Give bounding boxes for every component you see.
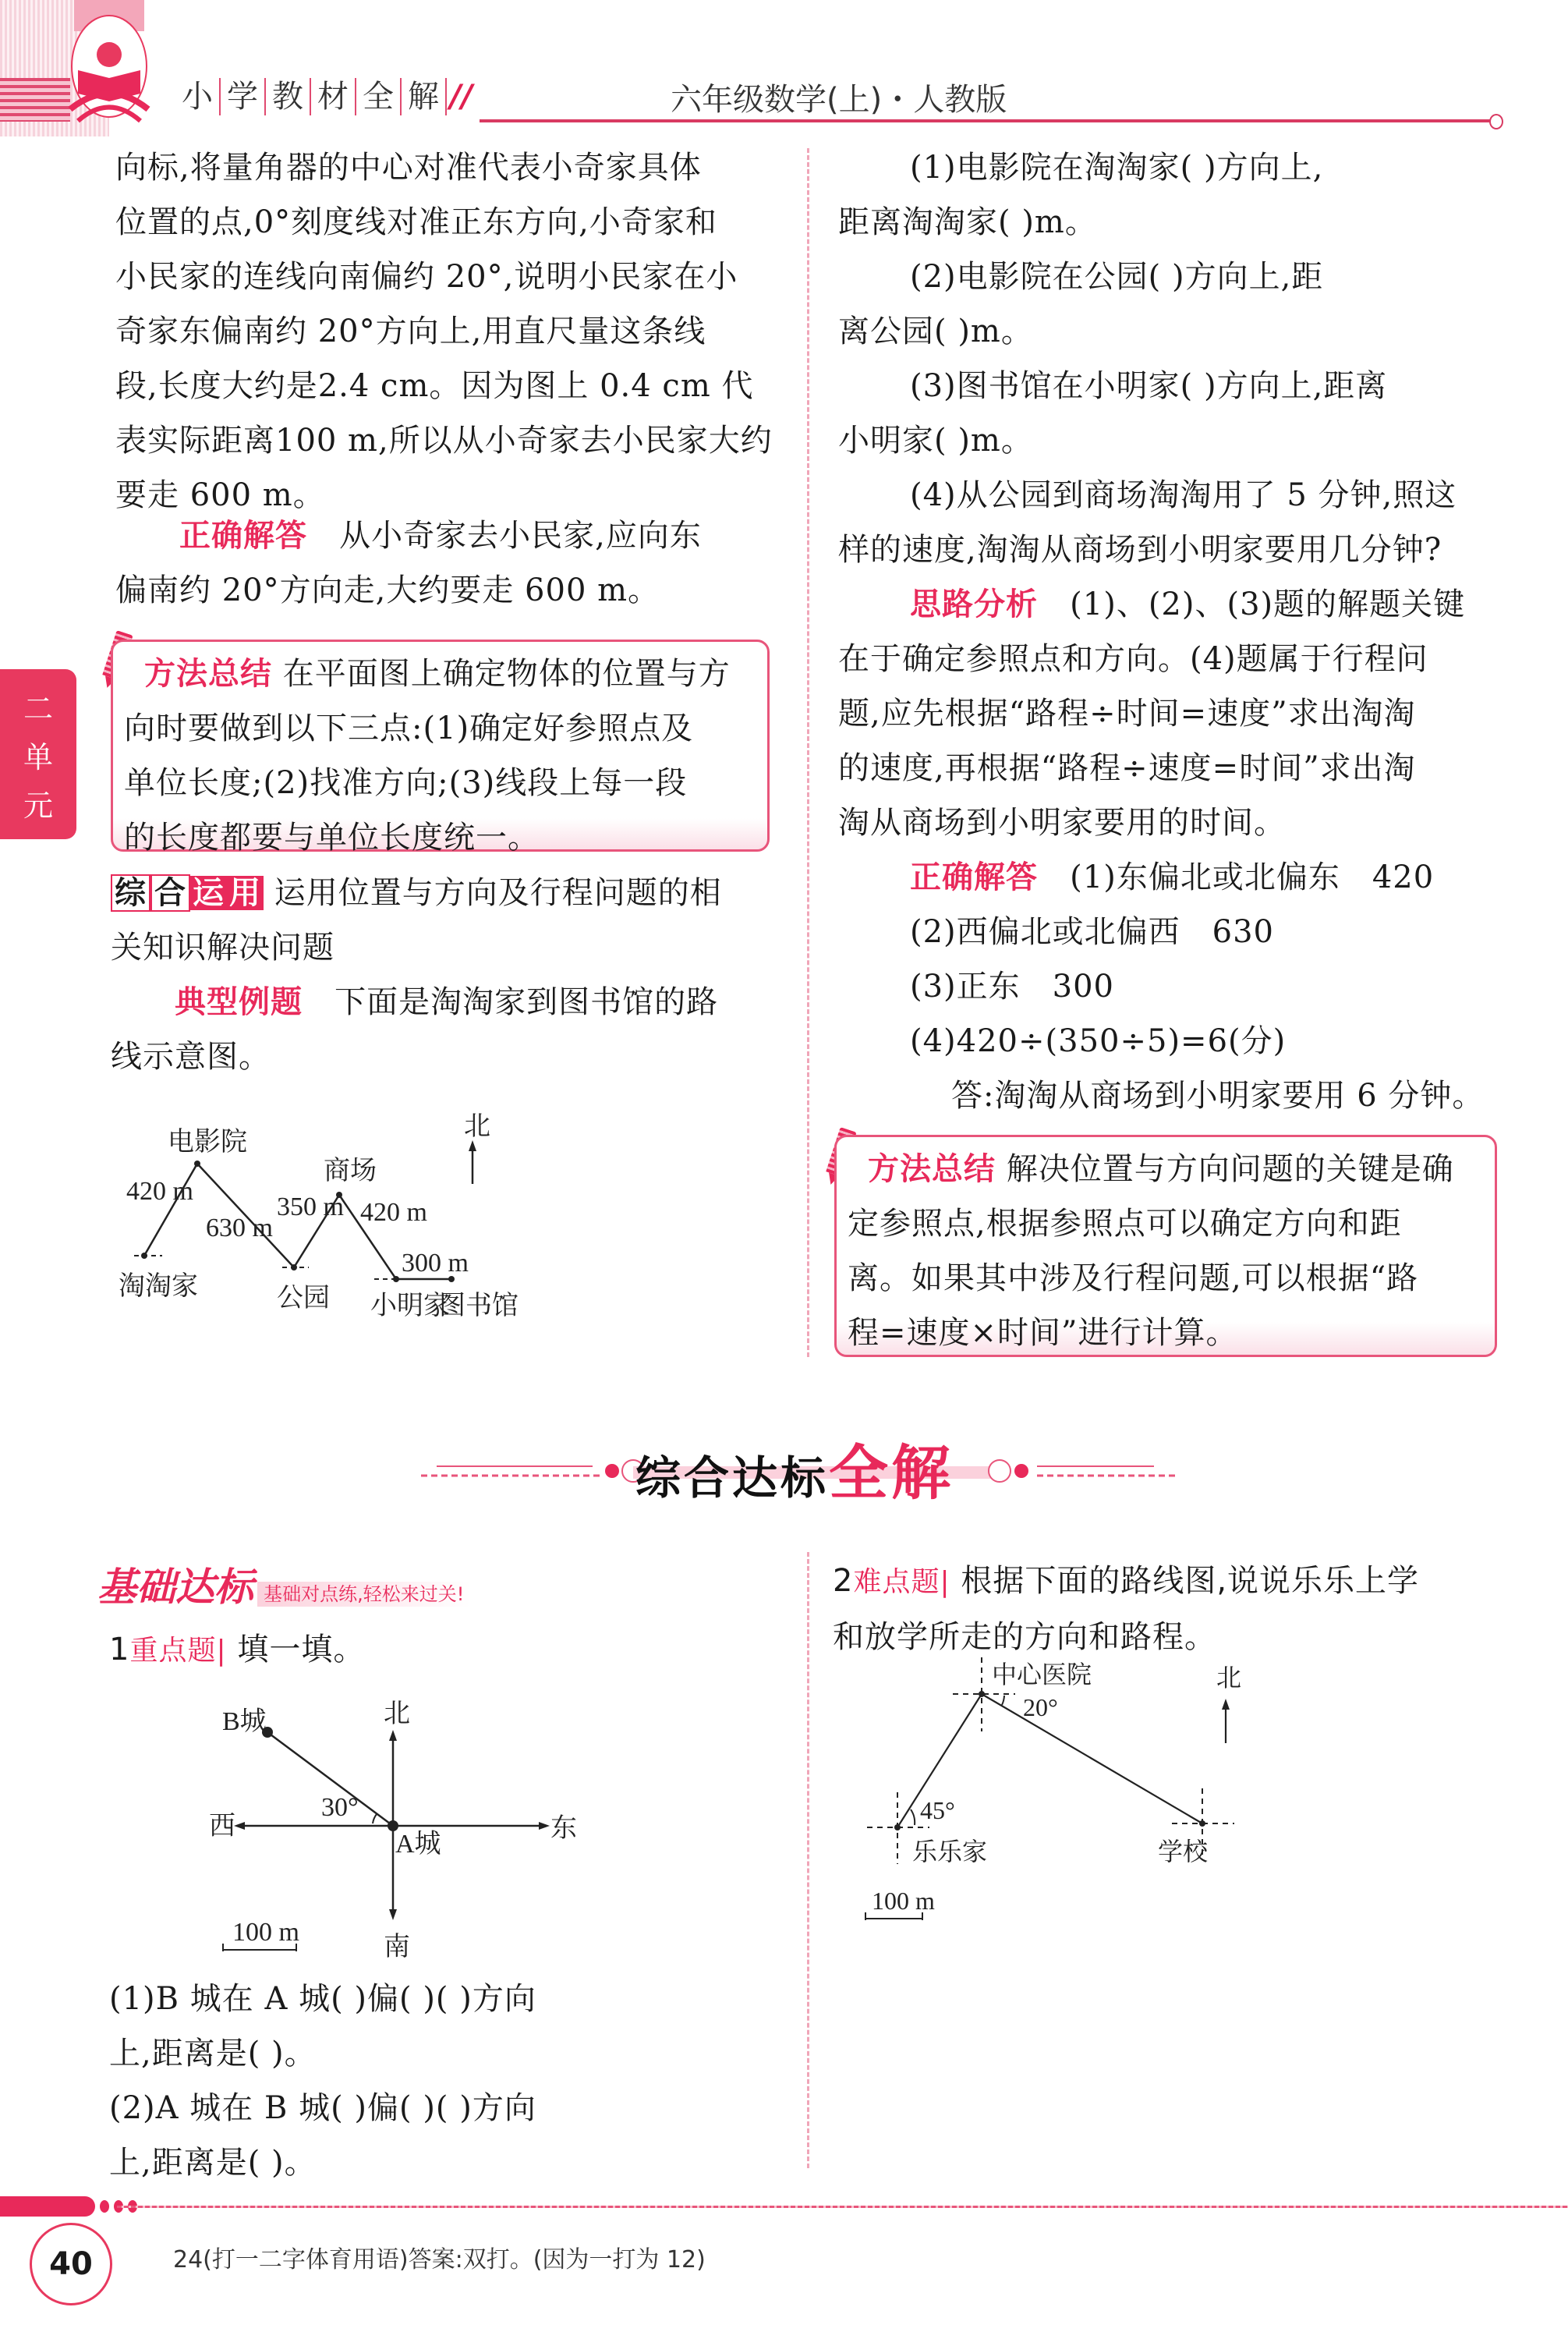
point-b-label: B城 — [222, 1707, 267, 1736]
place-dot — [291, 1264, 297, 1271]
question-line: 距离淘淘家( )m。 — [838, 204, 1097, 240]
header-stripes — [0, 78, 70, 122]
text-line: 定参照点,根据参照点可以确定方向和距 — [848, 1206, 1402, 1242]
question-line: (4)从公园到商场淘淘用了 5 分钟,照这 — [910, 477, 1457, 513]
series-char: 解 — [402, 78, 447, 115]
angle-label: 45° — [920, 1796, 955, 1824]
series-char: 学 — [221, 78, 266, 115]
distance-label: 420 m — [360, 1198, 427, 1227]
west-label: 西 — [209, 1812, 235, 1841]
correct-answer-block — [115, 509, 774, 618]
unit-tab-char: 元 — [23, 788, 53, 823]
text-line: 运用位置与方向及行程问题的相 — [274, 875, 722, 911]
question-line: 离公园( )m。 — [838, 314, 1033, 349]
text-line: 淘从商场到小明家要用的时间。 — [838, 805, 1286, 841]
text-line: 单位长度;(2)找准方向;(3)线段上每一段 — [124, 765, 688, 801]
tag-char: 综 — [111, 874, 150, 912]
question-1-heading: 1重点题| 填一填。 — [109, 1632, 366, 1667]
place-dot — [894, 1824, 901, 1830]
scale-label: 100 m — [872, 1887, 935, 1915]
question-2-heading: 2难点题| 根据下面的路线图,说说乐乐上学 和放学所走的方向和路程。 — [833, 1554, 1519, 1664]
distance-label: 420 m — [126, 1177, 193, 1206]
page-number: 40 — [30, 2223, 112, 2305]
series-char: 全 — [356, 78, 402, 115]
question-text: 根据下面的路线图,说说乐乐上学 — [961, 1563, 1420, 1599]
place-label: 电影院 — [168, 1128, 247, 1157]
angle-arc — [373, 1814, 377, 1823]
answer-line: (3)正东 300 — [910, 969, 1115, 1005]
text-line: 的速度,再根据“路程÷速度=时间”求出淘 — [838, 750, 1416, 786]
north-label: 北 — [1216, 1664, 1242, 1692]
text-line: 向标,将量角器的中心对准代表小奇家具体 — [115, 150, 702, 186]
scale-label: 100 m — [232, 1918, 299, 1947]
text-line: 的长度都要与单位长度统一。 — [124, 820, 540, 856]
text-line: 段,长度大约是2.4 cm。因为图上 0.4 cm 代 — [115, 368, 754, 404]
distance-label: 630 m — [206, 1214, 273, 1242]
book-reader-logo-icon — [66, 0, 152, 125]
question-text: 填一填。 — [237, 1632, 366, 1667]
text-line: 小民家的连线向南偏约 20°,说明小民家在小 — [115, 259, 738, 295]
text-line: 位置的点,0°刻度线对准正东方向,小奇家和 — [115, 204, 717, 240]
book-title: 六年级数学(上)・人教版 — [671, 82, 1007, 118]
west-arrow-icon — [234, 1822, 245, 1830]
application-section — [111, 866, 770, 1084]
east-arrow-icon — [539, 1822, 550, 1830]
method-summary-box — [111, 640, 770, 856]
text-line: 下面是淘淘家到图书馆的路 — [334, 984, 719, 1020]
question-line: (1)B 城在 A 城( )偏( )( )方向 — [109, 1981, 536, 2017]
question-number: 2 — [833, 1563, 854, 1599]
unit-tab-char: 单 — [23, 739, 53, 774]
north-arrow-icon — [469, 1140, 476, 1151]
place-label: 中心医院 — [992, 1660, 1092, 1689]
east-label: 东 — [550, 1814, 577, 1843]
question-line: (2)A 城在 B 城( )偏( )( )方向 — [109, 2090, 536, 2126]
question-tag: 重点题 — [129, 1635, 217, 1667]
place-label: 公园 — [277, 1284, 330, 1313]
text-line: 题,应先根据“路程÷时间=速度”求出淘淘 — [838, 696, 1416, 732]
basic-banner — [97, 1556, 596, 1610]
question-text: 和放学所走的方向和路程。 — [833, 1619, 1216, 1655]
place-dot — [194, 1161, 200, 1167]
text-line: 向时要做到以下三点:(1)确定好参照点及 — [124, 711, 694, 746]
place-dot — [393, 1276, 399, 1282]
place-label: 学校 — [1158, 1838, 1209, 1866]
question-line: 上,距离是( )。 — [109, 2036, 317, 2071]
point-a-label: A城 — [395, 1830, 441, 1859]
text-line: 在平面图上确定物体的位置与方 — [282, 656, 731, 692]
angle-label: 20° — [1023, 1693, 1058, 1721]
method-label: 方法总结 — [868, 1151, 996, 1187]
text-line: 表实际距离100 m,所以从小奇家去小民家大约 — [115, 423, 773, 459]
angle-label: 30° — [321, 1793, 359, 1822]
text-line: 要走 600 m。 — [115, 477, 325, 513]
header-rule-end — [1489, 114, 1503, 129]
question-line: 小明家( )m。 — [838, 423, 1033, 459]
questions-block — [838, 140, 1501, 1123]
footer-dots — [100, 2200, 142, 2216]
answer-line: (2)西偏北或北偏西 630 — [910, 914, 1275, 950]
answer-label: 正确解答 — [910, 859, 1038, 895]
north-arrow-icon — [389, 1730, 397, 1741]
series-char: 材 — [311, 78, 356, 115]
column-divider — [807, 1552, 809, 2168]
unit-tab — [0, 669, 76, 839]
tag-char: 用 — [227, 876, 264, 910]
footer-riddle-note: 24(打一二字体育用语)答案:双打。(因为一打为 12) — [173, 2246, 706, 2273]
series-title — [175, 78, 479, 115]
text-line: 奇家东偏南约 20°方向上,用直尺量这条线 — [115, 314, 706, 349]
question-line: 样的速度,淘淘从商场到小明家要用几分钟? — [838, 532, 1442, 568]
school-route-diagram — [858, 1653, 1497, 1934]
angle-arc — [911, 1809, 915, 1825]
series-char: 小 — [175, 78, 221, 115]
angle-arc — [1002, 1696, 1004, 1705]
answer-label: 正确解答 — [179, 518, 307, 554]
explanation-paragraph — [115, 140, 774, 523]
analysis-label: 思路分析 — [910, 587, 1038, 622]
south-label: 南 — [384, 1933, 410, 1962]
slash-decoration: // — [450, 79, 473, 115]
answer-line: (4)420÷(350÷5)=6(分) — [910, 1023, 1287, 1059]
place-dot — [979, 1691, 985, 1697]
question-line: 上,距离是( )。 — [109, 2145, 317, 2181]
distance-label: 300 m — [402, 1249, 469, 1278]
footer-rule — [117, 2206, 1568, 2208]
text-line: (1)、(2)、(3)题的解题关键 — [1070, 587, 1466, 622]
banner-title: 基础达标 — [97, 1565, 253, 1610]
question-number: 1 — [109, 1632, 130, 1667]
question-1-blanks — [109, 1972, 795, 2190]
text-line: 在于确定参照点和方向。(4)题属于行程问 — [838, 641, 1428, 677]
route-diagram — [109, 1092, 795, 1349]
tag-char: 运 — [190, 876, 227, 910]
route-segment — [982, 1694, 1202, 1823]
section-title-highlight: 全解 — [829, 1438, 954, 1508]
section-title — [635, 1426, 954, 1511]
method-summary-box — [834, 1135, 1497, 1357]
header-rule — [480, 119, 1493, 122]
text-line: 偏南约 20°方向走,大约要走 600 m。 — [115, 572, 660, 608]
north-arrow-icon — [1222, 1699, 1230, 1710]
place-label: 乐乐家 — [912, 1838, 988, 1866]
compass-diagram — [187, 1692, 702, 1965]
text-line: 离。如果其中涉及行程问题,可以根据“路 — [848, 1260, 1419, 1296]
question-line: (2)电影院在公园( )方向上,距 — [910, 259, 1324, 295]
answer-line: (1)东偏北或北偏东 420 — [1070, 859, 1435, 895]
text-line: 程=速度×时间”进行计算。 — [848, 1315, 1238, 1351]
text-line: 线示意图。 — [111, 1039, 271, 1075]
text-line: 解决位置与方向问题的关键是确 — [1006, 1151, 1454, 1187]
banner-slogan: 基础对点练,轻松来过关! — [257, 1582, 470, 1607]
text-line: 从小奇家去小民家,应向东 — [339, 518, 702, 554]
text-line: 关知识解决问题 — [111, 930, 334, 966]
question-tag: 难点题 — [853, 1566, 940, 1598]
place-label: 小明家 — [370, 1292, 450, 1320]
place-dot — [1199, 1820, 1205, 1827]
question-line: (3)图书馆在小明家( )方向上,距离 — [910, 368, 1388, 404]
footer-bar — [0, 2196, 95, 2217]
question-line: (1)电影院在淘淘家( )方向上, — [910, 150, 1324, 186]
unit-tab-char: 二 — [23, 691, 53, 726]
section-title-main: 综合达标 — [635, 1451, 830, 1504]
place-label: 图书馆 — [439, 1292, 519, 1320]
column-divider — [807, 148, 809, 1357]
north-label: 北 — [464, 1112, 490, 1141]
distance-label: 350 m — [277, 1193, 344, 1221]
series-char: 教 — [266, 78, 311, 115]
place-dot — [141, 1253, 147, 1259]
tag-char: 合 — [150, 874, 190, 912]
place-label: 淘淘家 — [119, 1272, 198, 1301]
north-label: 北 — [384, 1699, 410, 1728]
example-label: 典型例题 — [175, 984, 303, 1020]
place-label: 商场 — [324, 1157, 377, 1185]
south-arrow-icon — [389, 1909, 397, 1920]
answer-line: 答:淘淘从商场到小明家要用 6 分钟。 — [951, 1078, 1485, 1114]
method-label: 方法总结 — [144, 656, 272, 692]
